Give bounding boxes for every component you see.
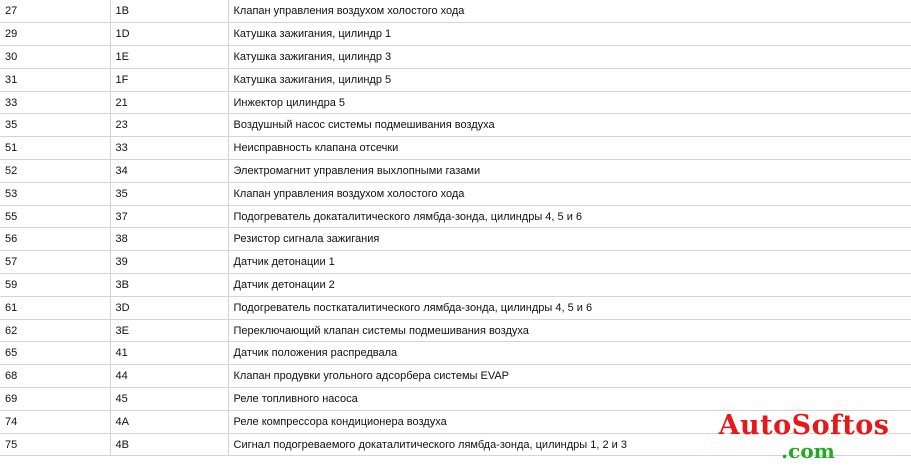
description-cell: Датчик детонации 1 (228, 251, 911, 274)
table-row (0, 365, 911, 388)
code-cell: 34 (110, 160, 228, 183)
description-cell: Реле топливного насоса (228, 388, 911, 411)
code-cell: 3E (110, 319, 228, 342)
code-cell: 1F (110, 68, 228, 91)
row-number-cell: 65 (0, 342, 110, 365)
table-row (0, 410, 911, 433)
table-row (0, 388, 911, 411)
table-row (0, 251, 911, 274)
row-number-cell: 29 (0, 23, 110, 46)
description-cell: Катушка зажигания, цилиндр 3 (228, 46, 911, 69)
watermark-brand: AutoSoftos (718, 410, 890, 441)
description-cell: Датчик детонации 2 (228, 274, 911, 297)
description-cell: Резистор сигнала зажигания (228, 228, 911, 251)
table-row (0, 114, 911, 137)
table-row (0, 23, 911, 46)
row-number-cell: 52 (0, 160, 110, 183)
code-cell: 44 (110, 365, 228, 388)
row-number-cell: 35 (0, 114, 110, 137)
row-number-cell: 74 (0, 410, 110, 433)
description-cell: Инжектор цилиндра 5 (228, 91, 911, 114)
table-row (0, 319, 911, 342)
code-cell: 1D (110, 23, 228, 46)
code-cell: 41 (110, 342, 228, 365)
description-cell: Подогреватель посткаталитического лямбда-зонда, цилиндры 4, 5 и 6 (228, 296, 911, 319)
code-cell: 1E (110, 46, 228, 69)
row-number-cell: 61 (0, 296, 110, 319)
row-number-cell: 75 (0, 433, 110, 456)
row-number-cell: 33 (0, 91, 110, 114)
table-row (0, 46, 911, 69)
table-row (0, 342, 911, 365)
table-row (0, 137, 911, 160)
description-cell: Реле компрессора кондиционера воздуха (228, 410, 911, 433)
table-row (0, 228, 911, 251)
description-cell: Клапан управления воздухом холостого хода (228, 0, 911, 23)
code-cell: 38 (110, 228, 228, 251)
row-number-cell: 51 (0, 137, 110, 160)
code-cell: 21 (110, 91, 228, 114)
description-cell: Сигнал подогреваемого докаталитического лямбда-зонда, цилиндры 1, 2 и 3 (228, 433, 911, 456)
code-cell: 37 (110, 205, 228, 228)
code-cell: 33 (110, 137, 228, 160)
table-row (0, 205, 911, 228)
description-cell: Клапан управления воздухом холостого хода (228, 182, 911, 205)
description-cell: Клапан продувки угольного адсорбера системы EVAP (228, 365, 911, 388)
row-number-cell: 30 (0, 46, 110, 69)
row-number-cell: 55 (0, 205, 110, 228)
code-cell: 3D (110, 296, 228, 319)
table-row (0, 274, 911, 297)
table-row (0, 0, 911, 23)
watermark-domain: .com (781, 439, 835, 463)
row-number-cell: 59 (0, 274, 110, 297)
code-cell: 4B (110, 433, 228, 456)
table-row (0, 91, 911, 114)
table-row (0, 296, 911, 319)
table-row (0, 160, 911, 183)
row-number-cell: 53 (0, 182, 110, 205)
description-cell: Подогреватель докаталитического лямбда-зонда, цилиндры 4, 5 и 6 (228, 205, 911, 228)
code-cell: 4A (110, 410, 228, 433)
table-row (0, 433, 911, 456)
code-cell: 23 (110, 114, 228, 137)
description-cell: Неисправность клапана отсечки (228, 137, 911, 160)
description-cell: Воздушный насос системы подмешивания воздуха (228, 114, 911, 137)
table-row (0, 182, 911, 205)
row-number-cell: 56 (0, 228, 110, 251)
table-row (0, 68, 911, 91)
description-cell: Датчик положения распредвала (228, 342, 911, 365)
row-number-cell: 27 (0, 0, 110, 23)
code-cell: 35 (110, 182, 228, 205)
row-number-cell: 62 (0, 319, 110, 342)
description-cell: Электромагнит управления выхлопными газами (228, 160, 911, 183)
description-cell: Переключающий клапан системы подмешивания воздуха (228, 319, 911, 342)
code-cell: 39 (110, 251, 228, 274)
description-cell: Катушка зажигания, цилиндр 1 (228, 23, 911, 46)
description-cell: Катушка зажигания, цилиндр 5 (228, 68, 911, 91)
row-number-cell: 69 (0, 388, 110, 411)
row-number-cell: 31 (0, 68, 110, 91)
code-cell: 1B (110, 0, 228, 23)
row-number-cell: 57 (0, 251, 110, 274)
code-cell: 3B (110, 274, 228, 297)
row-number-cell: 68 (0, 365, 110, 388)
code-cell: 45 (110, 388, 228, 411)
